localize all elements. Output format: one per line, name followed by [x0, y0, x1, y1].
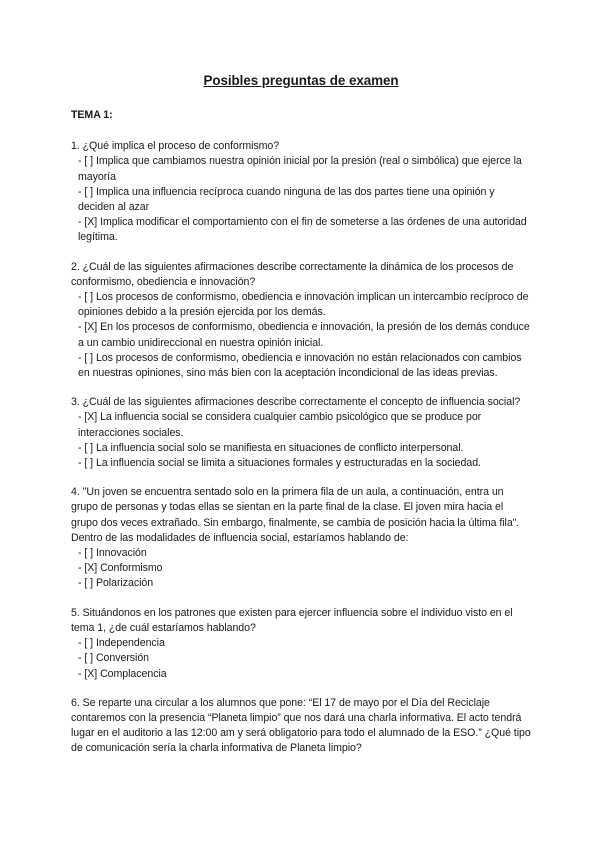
question-text: 2. ¿Cuál de las siguientes afirmaciones describe correctamente la dinámica de los procesos de conformismo, obediencia e innovación?: [71, 260, 514, 288]
question-text: 5. Situándonos en los patrones que existen para ejercer influencia sobre el individuo visto en el tema 1, ¿de cuál estaríamos hablando?: [71, 606, 513, 634]
document-page: [71, 72, 531, 771]
answer-option: - [ ] Los procesos de conformismo, obediencia e innovación implican un intercambio recíproco de opiniones debido a la presión ejercida por los demás.: [78, 291, 529, 319]
question-3: [71, 395, 531, 471]
answer-option: - [ ] La influencia social se limita a situaciones formales y estructuradas en la sociedad.: [78, 457, 481, 470]
question-text: 1. ¿Qué implica el proceso de conformismo?: [71, 140, 280, 153]
answer-option: - [ ] Polarización: [78, 577, 154, 590]
question-2: [71, 260, 531, 382]
answer-option: - [ ] Conversión: [78, 652, 150, 665]
section-heading: TEMA 1:: [71, 109, 113, 121]
answer-option: - [ ] Los procesos de conformismo, obediencia e innovación no están relacionados con cambios en nuestras opiniones, sino más bien con la aceptación incondicional de las ideas previas.: [78, 351, 522, 380]
answer-option-selected: - [X] Conformismo: [78, 562, 163, 575]
answer-option: - [ ] Independencia: [78, 637, 165, 650]
question-text: 6. Se reparte una circular a los alumnos que pone: “El 17 de mayo por el Día del Reciclaje contaremos con la presencia “Planeta limpio” que nos dará una charla informativa. El acto tendrá lugar en el auditorio a las 12:00 am y será obligatorio para todo el alumnado de la ESO.” ¿Qué tipo de comunicación sería la charla informativa de Planeta limpio?: [71, 696, 531, 755]
answer-option-selected: - [X] Implica modificar el comportamiento con el fin de someterse a las órdenes de una autoridad legítima.: [78, 216, 527, 244]
answer-option-selected: - [X] Complacencia: [78, 667, 167, 680]
document-title: Posibles preguntas de examen: [203, 73, 399, 88]
answer-option-selected: - [X] En los procesos de conformismo, obediencia e innovación, la presión de los demás conduce a un cambio unidireccional en nuestra opinión inicial.: [78, 321, 530, 349]
question-1: [71, 139, 531, 245]
question-4: [71, 485, 531, 591]
question-5: [71, 606, 531, 682]
answer-option: - [ ] Implica que cambiamos nuestra opinión inicial por la presión (real o simbólica) que ejerce la mayoría: [78, 155, 522, 183]
answer-option: - [ ] La influencia social solo se manifiesta en situaciones de conflicto interpersonal.: [78, 441, 464, 454]
answer-option-selected: - [X] La influencia social se considera cualquier cambio psicológico que se produce por interacciones sociales.: [78, 411, 482, 439]
question-6: [71, 696, 531, 757]
question-text: 3. ¿Cuál de las siguientes afirmaciones describe correctamente el concepto de influencia social?: [71, 396, 521, 409]
answer-option: - [ ] Implica una influencia recíproca cuando ninguna de las dos partes tiene una opinión y deciden al azar: [78, 185, 495, 214]
answer-option: - [ ] Innovación: [78, 547, 147, 560]
question-text: 4. "Un joven se encuentra sentado solo en la primera fila de un aula, a continuación, entra un grupo de personas y todas ellas se sientan en la parte final de la clase. El joven mira hacia el grupo dos veces extrañado. Sin embargo, finalmente, se cambia de posición hacia la última fila". Dentro de las modalidades de influencia social, estaríamos hablando de:: [71, 486, 520, 544]
